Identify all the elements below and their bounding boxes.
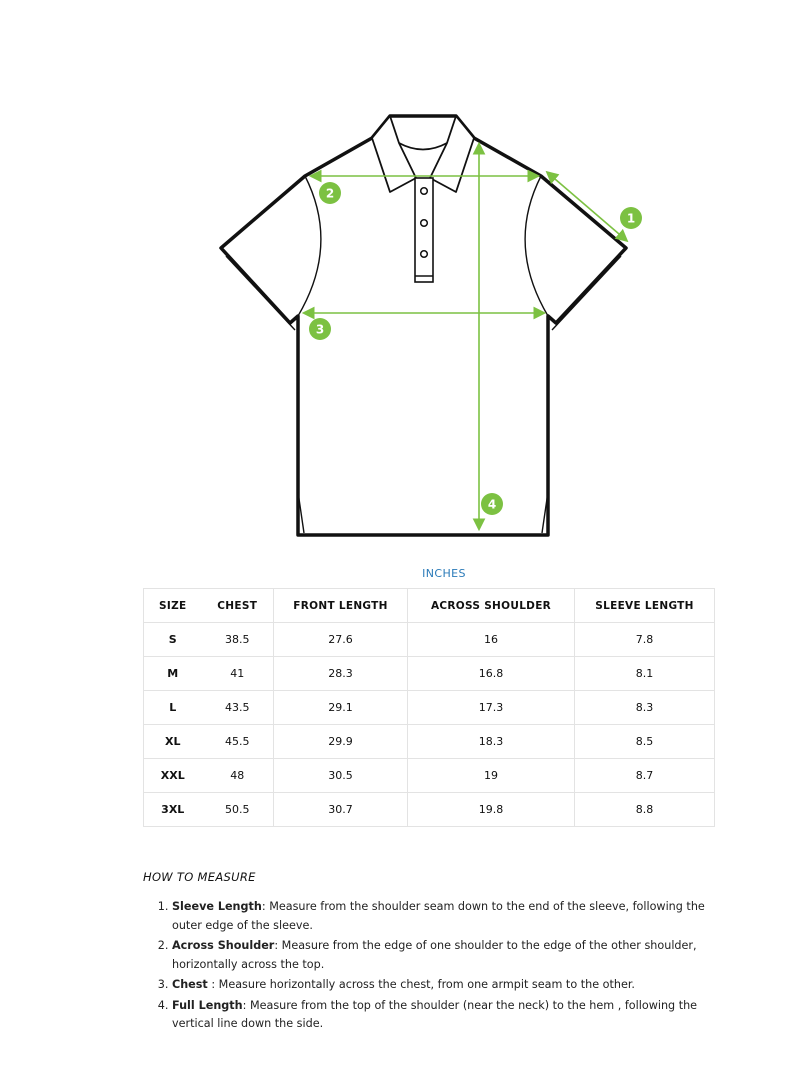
marker-4 — [481, 493, 503, 515]
cell-front-length: 30.7 — [274, 793, 408, 827]
how-to-measure-heading: HOW TO MEASURE — [143, 870, 256, 884]
table-row — [144, 623, 715, 657]
cell-front-length: 27.6 — [274, 623, 408, 657]
header-across-shoulder: ACROSS SHOULDER — [408, 589, 575, 623]
list-item — [172, 997, 732, 1034]
cell-chest: 41 — [202, 657, 274, 691]
marker-3 — [309, 318, 331, 340]
how-to-measure-list — [143, 898, 732, 1036]
list-item-separator: : — [242, 998, 247, 1012]
cell-across-shoulder: 19.8 — [408, 793, 575, 827]
table-row — [144, 657, 715, 691]
marker-2-label: 2 — [325, 186, 335, 201]
list-item-term: Sleeve Length — [172, 900, 262, 913]
cell-size: S — [144, 623, 202, 657]
list-item-text: Measure from the top of the shoulder (near the neck) to the hem , following the vertical line down the side. — [172, 998, 698, 1030]
table-header-row — [144, 589, 715, 623]
marker-2 — [319, 182, 341, 204]
cell-size: 3XL — [144, 793, 202, 827]
marker-4-label: 4 — [487, 497, 497, 512]
header-chest: CHEST — [202, 589, 274, 623]
list-item-separator: : — [207, 978, 216, 991]
cell-size: M — [144, 657, 202, 691]
cell-across-shoulder: 19 — [408, 759, 575, 793]
list-item-text: Measure horizontally across the chest, from one armpit seam to the other. — [215, 978, 635, 991]
table-row — [144, 759, 715, 793]
list-item-text: Measure from the shoulder seam down to the end of the sleeve, following the outer edge of the sleeve. — [172, 900, 705, 932]
list-item-term: Chest — [172, 978, 208, 991]
cell-across-shoulder: 16.8 — [408, 657, 575, 691]
header-size: SIZE — [144, 589, 202, 623]
list-item-separator: : — [261, 900, 266, 913]
cell-sleeve-length: 7.8 — [575, 623, 715, 657]
table-row — [144, 691, 715, 725]
cell-front-length: 28.3 — [274, 657, 408, 691]
cell-size: XL — [144, 725, 202, 759]
cell-sleeve-length: 8.1 — [575, 657, 715, 691]
unit-label: INCHES — [422, 567, 466, 580]
marker-1-label: 1 — [626, 211, 636, 226]
cell-sleeve-length: 8.7 — [575, 759, 715, 793]
cell-across-shoulder: 18.3 — [408, 725, 575, 759]
cell-chest: 45.5 — [202, 725, 274, 759]
cell-chest: 48 — [202, 759, 274, 793]
table-row — [144, 725, 715, 759]
cell-size: L — [144, 691, 202, 725]
cell-sleeve-length: 8.5 — [575, 725, 715, 759]
header-front-length: FRONT LENGTH — [274, 589, 408, 623]
cell-chest: 50.5 — [202, 793, 274, 827]
marker-3-label: 3 — [315, 322, 325, 337]
cell-across-shoulder: 17.3 — [408, 691, 575, 725]
list-item — [172, 976, 732, 995]
cell-chest: 38.5 — [202, 623, 274, 657]
cell-front-length: 29.1 — [274, 691, 408, 725]
cell-across-shoulder: 16 — [408, 623, 575, 657]
list-item-text: Measure from the edge of one shoulder to the edge of the other shoulder, horizontally across the top. — [172, 939, 697, 971]
cell-sleeve-length: 8.8 — [575, 793, 715, 827]
table-row — [144, 793, 715, 827]
list-item — [172, 898, 732, 935]
list-item-separator: : — [274, 939, 279, 952]
cell-sleeve-length: 8.3 — [575, 691, 715, 725]
cell-front-length: 30.5 — [274, 759, 408, 793]
list-item — [172, 937, 732, 974]
size-chart-table — [143, 588, 715, 827]
marker-1 — [620, 207, 642, 229]
cell-size: XXL — [144, 759, 202, 793]
list-item-term: Full Length — [172, 998, 243, 1012]
list-item-term: Across Shoulder — [172, 939, 275, 952]
header-sleeve-length: SLEEVE LENGTH — [575, 589, 715, 623]
cell-front-length: 29.9 — [274, 725, 408, 759]
cell-chest: 43.5 — [202, 691, 274, 725]
